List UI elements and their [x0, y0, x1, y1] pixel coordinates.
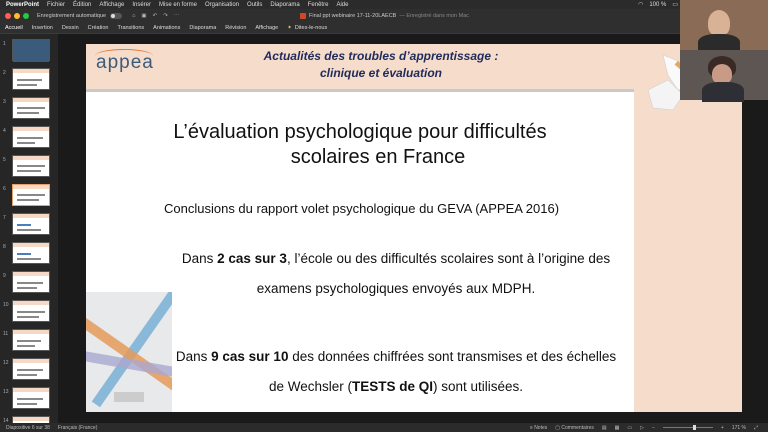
saved-status: — Enregistré dans mon Mac: [399, 13, 470, 19]
mac-menubar: [0, 0, 768, 9]
participant-face: [712, 64, 732, 84]
slide-subtitle[interactable]: Conclusions du rapport volet psychologique du GEVA (APPEA 2016): [164, 201, 560, 216]
notes-label: Notes: [534, 424, 548, 431]
thumb-number: 1: [3, 41, 6, 47]
quick-access-toolbar: [132, 13, 179, 19]
thumb-number: 10: [3, 302, 9, 308]
tab-creation[interactable]: Création: [87, 25, 109, 31]
menu-outils[interactable]: Outils: [247, 1, 263, 8]
thumb-number: 14: [3, 418, 9, 423]
home-icon[interactable]: ⌂: [132, 13, 136, 19]
battery-icon[interactable]: ▭: [672, 2, 678, 8]
document-name: Final ppt webinaire 17-11-20LAECB: [309, 13, 397, 19]
thumb-number: 5: [3, 157, 6, 163]
zoom-window-button[interactable]: [23, 13, 29, 19]
save-icon[interactable]: ▣: [141, 13, 147, 19]
powerpoint-icon: [300, 13, 306, 19]
cover-logos: [114, 392, 144, 402]
paragraph-2[interactable]: [171, 342, 621, 402]
slide-thumbnail[interactable]: [12, 300, 50, 322]
menu-organisation[interactable]: Organisation: [205, 1, 240, 8]
minimize-window-button[interactable]: [14, 13, 20, 19]
notes-button[interactable]: [530, 425, 547, 431]
tab-transitions[interactable]: Transitions: [117, 25, 145, 31]
participant-face: [708, 10, 730, 36]
p1-bold: 2 cas sur 3: [217, 251, 287, 266]
slide-thumbnail-selected[interactable]: [12, 184, 50, 206]
report-cover-image[interactable]: [86, 292, 172, 412]
thumb-number: 12: [3, 360, 9, 366]
menu-diaporama[interactable]: Diaporama: [270, 1, 300, 8]
notes-icon: ≡: [529, 424, 535, 431]
slide-thumbnail[interactable]: [12, 155, 50, 177]
zoom-slider[interactable]: [663, 427, 713, 429]
p1-pre: Dans: [181, 251, 218, 266]
thumb-number: 13: [3, 389, 9, 395]
slide-thumbnail[interactable]: [12, 416, 50, 423]
slide-thumbnails-panel[interactable]: [0, 34, 58, 423]
thumb-number: 7: [3, 215, 6, 221]
status-bar: [0, 423, 768, 432]
menubar-status: [638, 0, 678, 9]
current-slide[interactable]: [86, 44, 634, 412]
headline-line-1: Actualités des troubles d’apprentissage :: [263, 49, 499, 63]
slide-thumbnail[interactable]: [12, 97, 50, 119]
ribbon-tabs: [0, 23, 768, 34]
autosave-label: Enregistrement automatique: [37, 13, 107, 19]
menu-inserer[interactable]: Insérer: [132, 1, 151, 8]
paragraph-1[interactable]: [161, 244, 631, 304]
p1-post: , l’école ou des difficultés scolaires sont à l’origine des examens psychologiques envoyés aux MDPH.: [256, 251, 611, 296]
menu-aide[interactable]: Aide: [336, 1, 349, 8]
menu-fichier[interactable]: Fichier: [47, 1, 66, 8]
slide-counter: Diapositive 6 sur 38: [6, 424, 50, 431]
tab-affichage[interactable]: Affichage: [255, 25, 279, 31]
tab-dessin[interactable]: Dessin: [61, 25, 79, 31]
comment-icon: ▢: [555, 424, 562, 431]
participant-body: [702, 82, 744, 102]
slide-thumbnail[interactable]: [12, 358, 50, 380]
zoom-level[interactable]: 171 %: [731, 424, 746, 431]
thumb-number: 6: [3, 186, 6, 192]
language-indicator[interactable]: Français (France): [57, 424, 98, 431]
tab-accueil[interactable]: Accueil: [5, 25, 23, 31]
thumb-number: 4: [3, 128, 6, 134]
comments-button[interactable]: [555, 425, 594, 431]
autosave: [37, 13, 122, 19]
menu-affichage[interactable]: Affichage: [99, 1, 125, 8]
slide-thumbnail[interactable]: [12, 329, 50, 351]
tab-revision[interactable]: Révision: [225, 25, 247, 31]
title-line-2: scolaires en France: [290, 146, 466, 168]
p2-bold: 9 cas sur 10: [211, 349, 289, 364]
autosave-toggle[interactable]: [110, 13, 122, 19]
undo-icon[interactable]: ↶: [152, 13, 158, 19]
slide-thumbnail[interactable]: [12, 68, 50, 90]
p2-mid: des données chiffrées sont transmises et des échelles de Wechsler (: [268, 349, 617, 394]
title-line-1: L’évaluation psychologique pour difficultés: [173, 121, 547, 143]
headline-line-2: clinique et évaluation: [319, 66, 443, 80]
redo-icon[interactable]: ↷: [163, 13, 168, 19]
slide-thumbnail[interactable]: [12, 126, 50, 148]
header-divider: [86, 89, 634, 92]
slide-thumbnail[interactable]: [12, 387, 50, 409]
wifi-icon[interactable]: ◠: [638, 2, 644, 8]
reading-view-icon[interactable]: ▭: [627, 424, 633, 431]
traffic-lights: [5, 13, 29, 19]
normal-view-icon[interactable]: ▤: [601, 424, 607, 431]
thumb-number: 3: [3, 99, 6, 105]
video-participant-2[interactable]: [680, 50, 768, 100]
thumb-number: 8: [3, 244, 6, 250]
thumb-number: 9: [3, 273, 6, 279]
slide-thumbnail[interactable]: [12, 242, 50, 264]
battery-level: 100 %: [649, 1, 667, 8]
status-bar-right: [530, 423, 758, 432]
menu-fenetre[interactable]: Fenêtre: [307, 1, 329, 8]
appea-logo: appea: [96, 52, 154, 73]
zoom-in-icon[interactable]: +: [720, 424, 724, 431]
fit-slide-icon[interactable]: ⤢: [753, 424, 758, 431]
slide-headline: [236, 48, 526, 82]
customize-icon[interactable]: ⋯: [173, 13, 180, 19]
tab-diaporama[interactable]: Diaporama: [189, 25, 217, 31]
p2-bold-2: TESTS de QI: [351, 379, 433, 394]
lightbulb-icon: ✦: [287, 25, 292, 31]
tab-animations[interactable]: Animations: [153, 25, 181, 31]
p2-pre: Dans: [175, 349, 212, 364]
menu-mise-en-forme[interactable]: Mise en forme: [159, 1, 198, 8]
slide-title[interactable]: [86, 120, 634, 170]
comments-label: Commentaires: [561, 424, 594, 431]
thumb-number: 2: [3, 70, 6, 76]
menu-edition[interactable]: Édition: [73, 1, 92, 8]
sorter-view-icon[interactable]: ▦: [614, 424, 620, 431]
slideshow-icon[interactable]: ▷: [640, 424, 644, 431]
p2-post: ) sont utilisées.: [433, 379, 524, 394]
video-participant-1[interactable]: [680, 0, 768, 50]
thumb-number: 11: [3, 331, 9, 337]
slide-thumbnail[interactable]: [12, 213, 50, 235]
close-window-button[interactable]: [5, 13, 11, 19]
menu-app-name[interactable]: PowerPoint: [6, 1, 40, 8]
window-titlebar: [0, 9, 768, 23]
document-title: [300, 9, 469, 23]
slide-thumbnail[interactable]: [12, 39, 50, 61]
slide-thumbnail[interactable]: [12, 271, 50, 293]
zoom-out-icon[interactable]: −: [651, 424, 655, 431]
tab-insertion[interactable]: Insertion: [31, 25, 53, 31]
tell-me-input[interactable]: Dites-le-nous: [294, 25, 328, 31]
